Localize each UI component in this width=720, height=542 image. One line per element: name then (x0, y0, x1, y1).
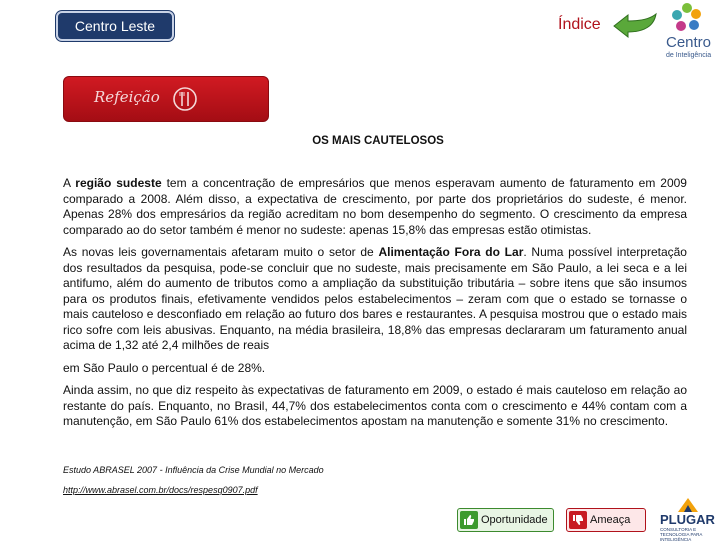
opportunity-button[interactable] (457, 508, 554, 532)
source-link[interactable]: http://www.abrasel.com.br/docs/respesq0907.pdf (63, 485, 258, 495)
paragraph-2: As novas leis governamentais afetaram muito o setor de Alimentação Fora do Lar. Numa possível interpretação dos resultados da pesquisa, pode-se concluir que no sudeste, mais precisamente em São Paulo, a lei seca e a lei antifumo, além do aumento de tributos como a ampliação da substituição tributária – sobre itens que são insumos para os produtos finais, efetivamente vendidos pelos estabelecimentos – zeram com que o estado se tornasse o mais cauteloso e desconfiado em relação ao futuro dos bares e restaurantes. A pesquisa mostrou que o estado mais rico sofre com leis abusivas. Enquanto, na média brasileira, 18,8% das empresas declararam um faturamento anual acima de 1,32 até 2,4 milhões de reais (63, 245, 687, 352)
cutlery-icon (172, 86, 198, 112)
threat-button[interactable] (566, 508, 646, 532)
region-button[interactable]: Centro Leste (56, 11, 174, 41)
paragraph-4: Ainda assim, no que diz respeito às expectativas de faturamento em 2009, o estado é mais cauteloso em relação ao restante do país. Enquanto, no Brasil, 44,7% dos estabelecimentos conta com o crescimento e 44% contam com a manutenção, em São Paulo 61% dos estabelecimentos apostam na manutenção e somente 31% no crescimento. (63, 383, 687, 428)
brand-subtitle: CONSULTORIA E TECNOLOGIA PARA INTELIGÊNCIA (660, 527, 703, 542)
logo-name: Centro (666, 34, 712, 51)
page-title: OS MAIS CAUTELOSOS (312, 135, 444, 147)
threat-label: Ameaça (590, 514, 631, 526)
thumbs-up-icon (460, 511, 478, 529)
category-banner (63, 76, 269, 122)
back-arrow-icon[interactable] (612, 12, 658, 40)
thumbs-down-icon (569, 511, 587, 529)
article-body (63, 176, 687, 437)
paragraph-1: A região sudeste tem a concentração de empresários que menos esperavam aumento de faturamento em 2009 comparado a 2008. Além disso, a expectativa de crescimento, por parte dos proprietários do sudeste, é menor. Apenas 28% dos empresários da região acreditam no bom desempenho do segmento. O crescimento da empresa comparado ao do setor também é menor no sudeste: apenas 15,8% das empresas estão otimistas. (63, 176, 687, 237)
banner-label: Refeição (94, 88, 160, 106)
opportunity-label: Oportunidade (481, 514, 548, 526)
paragraph-3: em São Paulo o percentual é de 28%. (63, 360, 266, 375)
source-citation: Estudo ABRASEL 2007 - Influência da Crise Mundial no Mercado (63, 465, 324, 475)
index-link[interactable]: Índice (558, 16, 601, 33)
brand-name: PLUGAR (660, 512, 715, 527)
logo-subtitle: de Inteligência (666, 52, 712, 59)
